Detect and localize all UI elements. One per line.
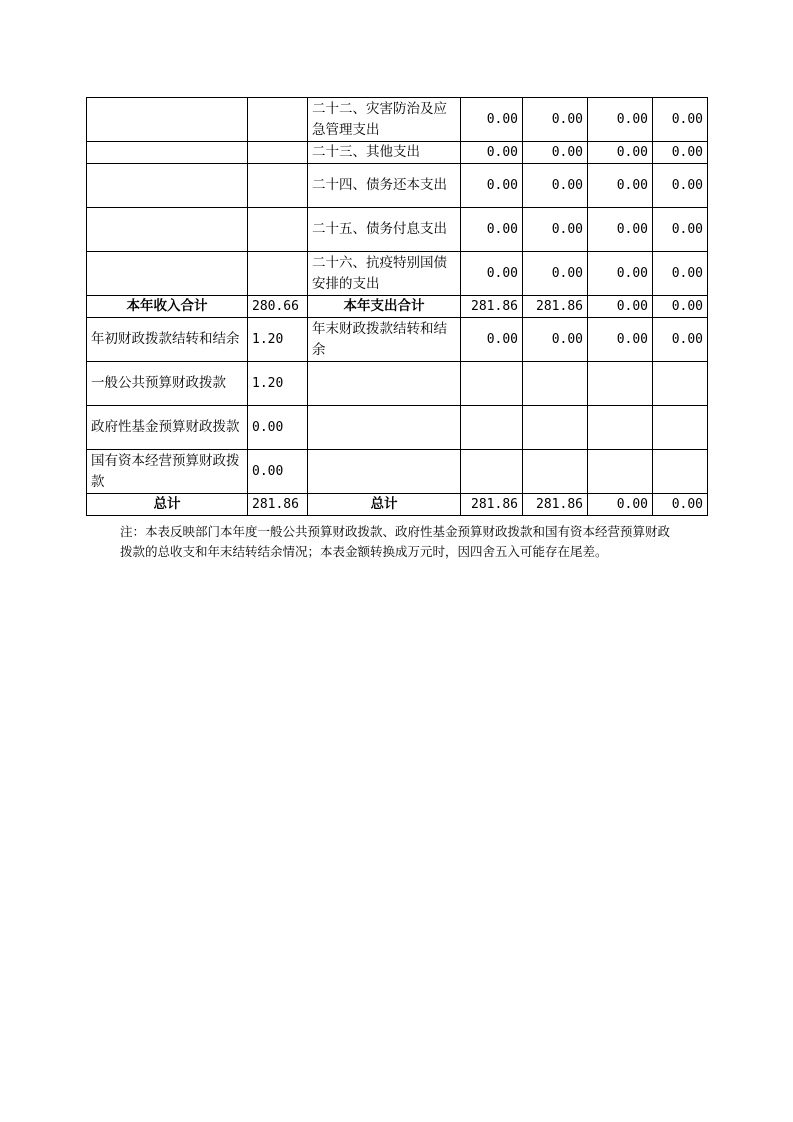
income-amount-cell <box>248 208 308 252</box>
income-amount-cell <box>248 142 308 164</box>
general-budget-cell: 0.00 <box>523 164 588 208</box>
state-capital-cell: 0.00 <box>653 494 708 516</box>
general-budget-cell: 281.86 <box>523 494 588 516</box>
grand-total-row <box>87 494 708 516</box>
expense-item-cell: 二十六、抗疫特别国债安排的支出 <box>308 252 461 296</box>
empty-cell <box>653 406 708 450</box>
table-row <box>87 252 708 296</box>
income-item-cell <box>87 164 248 208</box>
table-row <box>87 98 708 142</box>
year-total-row <box>87 296 708 318</box>
empty-cell <box>588 362 653 406</box>
table-row <box>87 450 708 494</box>
gov-fund-cell: 0.00 <box>588 98 653 142</box>
gov-fund-cell: 0.00 <box>588 494 653 516</box>
sub-item-label: 国有资本经营预算财政拨款 <box>87 450 248 494</box>
empty-cell <box>308 450 461 494</box>
income-item-cell <box>87 142 248 164</box>
empty-cell <box>308 362 461 406</box>
closing-carryover-label: 年末财政拨款结转和结余 <box>308 318 461 362</box>
general-budget-cell: 0.00 <box>523 252 588 296</box>
state-capital-cell: 0.00 <box>653 164 708 208</box>
empty-cell <box>308 406 461 450</box>
expense-total-cell: 281.86 <box>461 494 523 516</box>
expense-item-cell: 二十五、债务付息支出 <box>308 208 461 252</box>
expense-total-cell: 281.86 <box>461 296 523 318</box>
expense-total-cell: 0.00 <box>461 142 523 164</box>
income-amount-cell <box>248 98 308 142</box>
gov-fund-cell: 0.00 <box>588 142 653 164</box>
table-row <box>87 142 708 164</box>
expense-total-cell: 0.00 <box>461 98 523 142</box>
fiscal-appropriation-table <box>86 97 708 516</box>
sub-item-amount: 1.20 <box>248 362 308 406</box>
income-amount-cell <box>248 164 308 208</box>
empty-cell <box>523 450 588 494</box>
table-footnote: 注：本表反映部门本年度一般公共预算财政拨款、政府性基金预算财政拨款和国有资本经营预算财政拨款的总收支和年末结转结余情况；本表金额转换成万元时，因四舍五入可能存在尾差。 <box>120 524 671 559</box>
sub-item-amount: 0.00 <box>248 406 308 450</box>
opening-carryover-amount: 1.20 <box>248 318 308 362</box>
state-capital-cell: 0.00 <box>653 98 708 142</box>
year-income-total-label: 本年收入合计 <box>87 296 248 318</box>
grand-income-total-label: 总计 <box>87 494 248 516</box>
empty-cell <box>653 450 708 494</box>
state-capital-cell: 0.00 <box>653 252 708 296</box>
general-budget-cell: 0.00 <box>523 98 588 142</box>
expense-total-cell: 0.00 <box>461 164 523 208</box>
empty-cell <box>523 406 588 450</box>
opening-carryover-label: 年初财政拨款结转和结余 <box>87 318 248 362</box>
empty-cell <box>461 362 523 406</box>
grand-expense-total-label: 总计 <box>308 494 461 516</box>
empty-cell <box>523 362 588 406</box>
income-item-cell <box>87 208 248 252</box>
income-item-cell <box>87 252 248 296</box>
empty-cell <box>653 362 708 406</box>
expense-item-cell: 二十三、其他支出 <box>308 142 461 164</box>
empty-cell <box>588 450 653 494</box>
general-budget-cell: 281.86 <box>523 296 588 318</box>
year-expense-total-label: 本年支出合计 <box>308 296 461 318</box>
state-capital-cell: 0.00 <box>653 208 708 252</box>
income-item-cell <box>87 98 248 142</box>
expense-item-cell: 二十四、债务还本支出 <box>308 164 461 208</box>
gov-fund-cell: 0.00 <box>588 318 653 362</box>
expense-total-cell: 0.00 <box>461 252 523 296</box>
expense-total-cell: 0.00 <box>461 318 523 362</box>
table-row <box>87 164 708 208</box>
income-amount-cell <box>248 252 308 296</box>
sub-item-amount: 0.00 <box>248 450 308 494</box>
state-capital-cell: 0.00 <box>653 142 708 164</box>
state-capital-cell: 0.00 <box>653 318 708 362</box>
table-row <box>87 208 708 252</box>
general-budget-cell: 0.00 <box>523 318 588 362</box>
grand-income-total-amount: 281.86 <box>248 494 308 516</box>
empty-cell <box>588 406 653 450</box>
year-income-total-amount: 280.66 <box>248 296 308 318</box>
gov-fund-cell: 0.00 <box>588 208 653 252</box>
carryover-row <box>87 318 708 362</box>
state-capital-cell: 0.00 <box>653 296 708 318</box>
expense-total-cell: 0.00 <box>461 208 523 252</box>
sub-item-label: 一般公共预算财政拨款 <box>87 362 248 406</box>
empty-cell <box>461 450 523 494</box>
gov-fund-cell: 0.00 <box>588 164 653 208</box>
gov-fund-cell: 0.00 <box>588 296 653 318</box>
sub-item-label: 政府性基金预算财政拨款 <box>87 406 248 450</box>
general-budget-cell: 0.00 <box>523 142 588 164</box>
gov-fund-cell: 0.00 <box>588 252 653 296</box>
general-budget-cell: 0.00 <box>523 208 588 252</box>
empty-cell <box>461 406 523 450</box>
expense-item-cell: 二十二、灾害防治及应急管理支出 <box>308 98 461 142</box>
table-row <box>87 406 708 450</box>
table-row <box>87 362 708 406</box>
